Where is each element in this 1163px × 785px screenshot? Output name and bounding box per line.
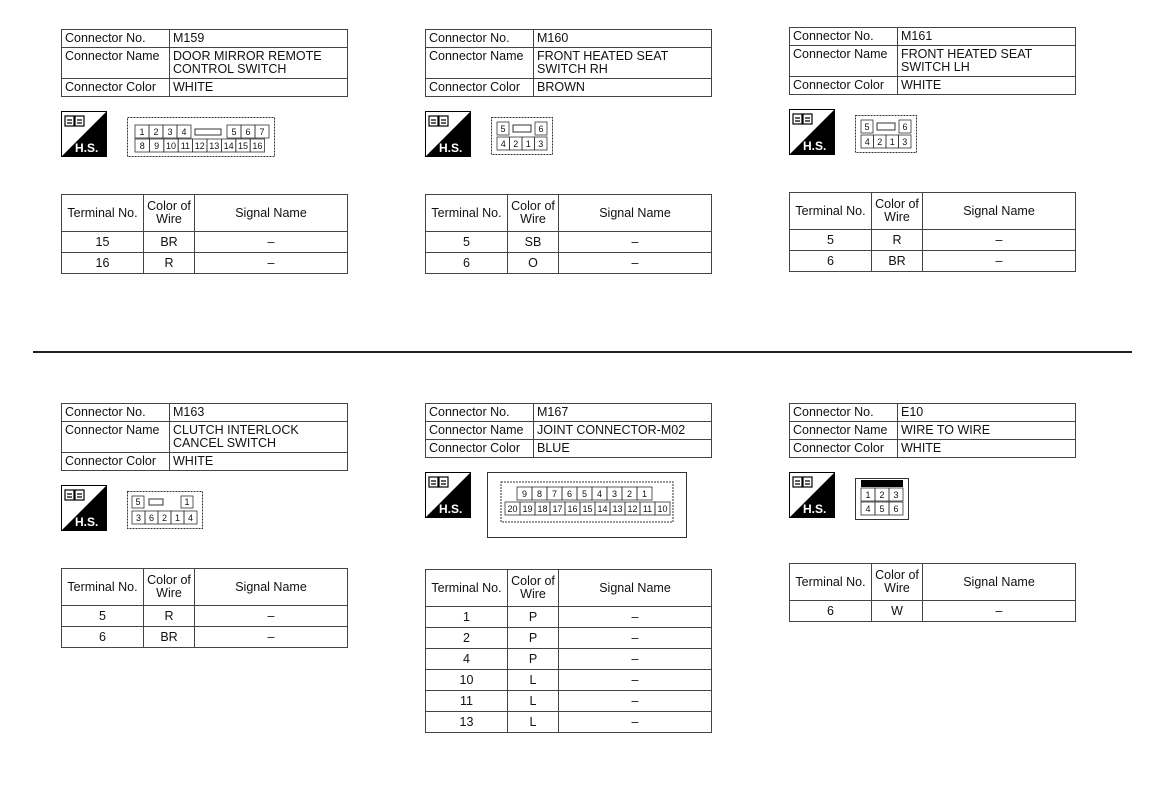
pin-label: 1	[889, 137, 895, 147]
connector-name-value	[170, 48, 348, 79]
terminal-row	[426, 232, 712, 253]
connector-face-drawing	[487, 472, 687, 538]
terminal-table-header	[790, 193, 1076, 230]
terminal-terminal-cell: 5	[426, 232, 508, 253]
connector-no-value: M163	[170, 404, 348, 422]
connector-diagram-row	[425, 111, 712, 173]
color-of-wire-line2: Wire	[156, 212, 182, 226]
connector-name-label: Connector Name	[790, 46, 898, 77]
connector-color-value: WHITE	[898, 77, 1076, 95]
connector-name-label: Connector Name	[62, 422, 170, 453]
pin-label: 7	[551, 489, 558, 499]
connector-name-line1: DOOR MIRROR REMOTE	[173, 49, 322, 63]
terminal-wire-cell: L	[508, 670, 559, 691]
pin-label: 6	[902, 122, 908, 132]
pin-label: 12	[194, 141, 205, 151]
connector-color-row	[426, 440, 712, 458]
color-of-wire-line1: Color of	[147, 199, 191, 213]
pin-label: 1	[641, 489, 648, 499]
terminal-signal-cell: –	[195, 606, 348, 627]
hs-label: H.S.	[803, 139, 827, 153]
terminal-signal-cell: –	[923, 230, 1076, 251]
connector-no-row	[426, 30, 712, 48]
connector-no-row	[62, 404, 348, 422]
terminal-row	[62, 627, 348, 648]
connector-color-label: Connector Color	[62, 79, 170, 97]
connector-face	[491, 117, 553, 160]
hs-label: H.S.	[439, 141, 463, 155]
terminal-table	[61, 568, 348, 648]
terminal-terminal-cell: 16	[62, 253, 144, 274]
pin-label: 6	[148, 513, 155, 523]
pin-label: 7	[259, 127, 265, 137]
connector-color-value: WHITE	[898, 440, 1076, 458]
terminal-wire-cell: R	[144, 606, 195, 627]
harness-side-icon	[789, 109, 835, 155]
connector-color-row	[62, 453, 348, 471]
connector-color-label: Connector Color	[790, 77, 898, 95]
connector-face-drawing	[855, 478, 909, 520]
connector-color-label: Connector Color	[62, 453, 170, 471]
pin-label: 10	[165, 141, 177, 151]
pin-label: 14	[223, 141, 234, 151]
pin-label: 5	[879, 504, 885, 514]
color-of-wire-header	[144, 569, 195, 606]
pin-label: 19	[522, 504, 533, 514]
terminal-row	[426, 670, 712, 691]
terminal-row	[62, 232, 348, 253]
terminal-table-header	[790, 564, 1076, 601]
pin-label: 8	[536, 489, 543, 499]
pin-label: 11	[642, 504, 653, 514]
connector-no-label: Connector No.	[426, 30, 534, 48]
terminal-row	[426, 607, 712, 628]
connector-block-m160	[425, 29, 712, 274]
pin-label: 10	[657, 504, 668, 514]
terminal-no-header: Terminal No.	[62, 569, 144, 606]
terminal-table	[425, 569, 712, 733]
connector-name-value	[534, 422, 712, 440]
harness-side-icon	[425, 111, 471, 157]
pin-label: 9	[154, 141, 160, 151]
connector-face	[855, 115, 917, 158]
connector-name-line1: CLUTCH INTERLOCK	[173, 423, 299, 437]
pin-label: 3	[538, 139, 544, 149]
signal-name-header: Signal Name	[923, 564, 1076, 601]
terminal-row	[790, 601, 1076, 622]
pin-label: 1	[174, 513, 181, 523]
connector-face	[855, 478, 909, 525]
pin-label: 3	[167, 127, 173, 137]
pin-label: 15	[237, 141, 249, 151]
pin-label: 3	[135, 513, 142, 523]
terminal-wire-cell: BR	[144, 232, 195, 253]
terminal-terminal-cell: 11	[426, 691, 508, 712]
pin-label: 6	[893, 504, 899, 514]
connector-name-value	[898, 422, 1076, 440]
connector-face	[487, 472, 687, 543]
connector-name-value	[534, 48, 712, 79]
terminal-signal-cell: –	[923, 601, 1076, 622]
terminal-signal-cell: –	[559, 649, 712, 670]
connector-block-m163	[61, 403, 348, 648]
terminal-terminal-cell: 1	[426, 607, 508, 628]
pin-label: 4	[864, 137, 870, 147]
connector-color-row	[62, 79, 348, 97]
color-of-wire-header	[508, 570, 559, 607]
harness-side-icon	[61, 111, 107, 157]
connector-color-row	[790, 440, 1076, 458]
terminal-wire-cell: O	[508, 253, 559, 274]
harness-side-icon	[425, 472, 471, 518]
hs-label: H.S.	[75, 515, 99, 529]
connector-name-line2: CONTROL SWITCH	[173, 62, 287, 76]
signal-name-header: Signal Name	[559, 570, 712, 607]
connector-name-row	[790, 46, 1076, 77]
connector-info-table	[789, 27, 1076, 95]
connector-face-drawing	[127, 491, 203, 529]
connector-name-label: Connector Name	[426, 48, 534, 79]
connector-diagram-row	[425, 472, 712, 548]
terminal-wire-cell: BR	[872, 251, 923, 272]
color-of-wire-line1: Color of	[511, 199, 555, 213]
terminal-row	[426, 649, 712, 670]
terminal-row	[426, 628, 712, 649]
color-of-wire-line2: Wire	[884, 581, 910, 595]
terminal-terminal-cell: 6	[790, 251, 872, 272]
signal-name-header: Signal Name	[195, 569, 348, 606]
connector-name-row	[62, 422, 348, 453]
terminal-terminal-cell: 5	[62, 606, 144, 627]
connector-name-line2: CANCEL SWITCH	[173, 436, 277, 450]
pin-label: 1	[865, 490, 871, 500]
connector-diagram-row	[61, 111, 348, 173]
connector-face	[127, 491, 203, 534]
terminal-no-header: Terminal No.	[426, 195, 508, 232]
terminal-signal-cell: –	[195, 232, 348, 253]
pin-label: 13	[209, 141, 220, 151]
connector-diagram-row	[789, 109, 1076, 171]
terminal-signal-cell: –	[559, 253, 712, 274]
connector-no-label: Connector No.	[790, 28, 898, 46]
connector-no-row	[790, 404, 1076, 422]
connector-name-line1: JOINT CONNECTOR-M02	[537, 423, 686, 437]
connector-name-line1: FRONT HEATED SEAT	[901, 47, 1033, 61]
connector-name-value	[898, 46, 1076, 77]
connector-info-table	[61, 29, 348, 97]
terminal-table	[789, 563, 1076, 622]
terminal-no-header: Terminal No.	[62, 195, 144, 232]
terminal-wire-cell: R	[144, 253, 195, 274]
connector-color-row	[426, 79, 712, 97]
terminal-table	[61, 194, 348, 274]
connector-face-drawing	[855, 115, 917, 153]
terminal-signal-cell: –	[559, 670, 712, 691]
terminal-row	[426, 253, 712, 274]
pin-label: 3	[902, 137, 908, 147]
pin-label: 20	[507, 504, 518, 514]
connector-color-label: Connector Color	[426, 440, 534, 458]
connector-info-table	[425, 29, 712, 97]
terminal-terminal-cell: 5	[790, 230, 872, 251]
color-of-wire-line2: Wire	[156, 586, 182, 600]
connector-name-row	[426, 422, 712, 440]
connector-color-value: WHITE	[170, 453, 348, 471]
terminal-wire-cell: P	[508, 649, 559, 670]
pin-label: 13	[612, 504, 623, 514]
connector-face-drawing	[127, 117, 275, 157]
harness-side-icon	[61, 485, 107, 531]
connector-no-value: M161	[898, 28, 1076, 46]
terminal-signal-cell: –	[559, 232, 712, 253]
terminal-wire-cell: L	[508, 691, 559, 712]
connector-no-label: Connector No.	[790, 404, 898, 422]
pin-label: 16	[252, 141, 263, 151]
connector-color-label: Connector Color	[426, 79, 534, 97]
connector-no-row	[790, 28, 1076, 46]
connector-no-label: Connector No.	[426, 404, 534, 422]
terminal-signal-cell: –	[923, 251, 1076, 272]
connector-no-label: Connector No.	[62, 30, 170, 48]
color-of-wire-line1: Color of	[511, 574, 555, 588]
pin-label: 4	[181, 127, 187, 137]
terminal-wire-cell: L	[508, 712, 559, 733]
terminal-wire-cell: BR	[144, 627, 195, 648]
pin-label: 2	[626, 489, 633, 499]
connector-info-table	[789, 403, 1076, 458]
terminal-table-header	[426, 195, 712, 232]
connector-no-value: M167	[534, 404, 712, 422]
terminal-signal-cell: –	[559, 628, 712, 649]
terminal-table-header	[426, 570, 712, 607]
terminal-wire-cell: W	[872, 601, 923, 622]
terminal-terminal-cell: 6	[426, 253, 508, 274]
terminal-terminal-cell: 6	[790, 601, 872, 622]
connector-info-table	[61, 403, 348, 471]
connector-block-m159	[61, 29, 348, 274]
pin-label: 18	[537, 504, 548, 514]
pin-label: 2	[877, 137, 883, 147]
connector-no-row	[426, 404, 712, 422]
terminal-terminal-cell: 6	[62, 627, 144, 648]
pin-label: 4	[596, 489, 603, 499]
connector-face-drawing	[491, 117, 553, 155]
connector-name-row	[426, 48, 712, 79]
connector-face	[127, 117, 275, 162]
terminal-table	[789, 192, 1076, 272]
terminal-table-header	[62, 569, 348, 606]
harness-side-icon	[789, 472, 835, 518]
connector-color-label: Connector Color	[790, 440, 898, 458]
terminal-row	[790, 230, 1076, 251]
pin-label: 6	[245, 127, 251, 137]
terminal-wire-cell: SB	[508, 232, 559, 253]
pin-label: 12	[627, 504, 638, 514]
connector-color-value: WHITE	[170, 79, 348, 97]
pin-label: 6	[566, 489, 573, 499]
pin-label: 4	[865, 504, 871, 514]
terminal-terminal-cell: 15	[62, 232, 144, 253]
pin-label: 5	[581, 489, 588, 499]
pin-label: 16	[567, 504, 578, 514]
terminal-signal-cell: –	[559, 691, 712, 712]
terminal-row	[426, 712, 712, 733]
hs-label: H.S.	[803, 502, 827, 516]
pin-label: 14	[597, 504, 608, 514]
terminal-signal-cell: –	[559, 712, 712, 733]
terminal-row	[426, 691, 712, 712]
connector-block-m167	[425, 403, 712, 733]
connector-diagram-row	[789, 472, 1076, 542]
pin-label: 2	[879, 490, 885, 500]
color-of-wire-header	[144, 195, 195, 232]
color-of-wire-line2: Wire	[520, 587, 546, 601]
pin-label: 5	[864, 122, 870, 132]
connector-name-line1: FRONT HEATED SEAT	[537, 49, 669, 63]
connector-no-value: M159	[170, 30, 348, 48]
connector-color-value: BROWN	[534, 79, 712, 97]
terminal-signal-cell: –	[195, 253, 348, 274]
color-of-wire-line2: Wire	[884, 210, 910, 224]
connector-name-line2: SWITCH RH	[537, 62, 608, 76]
connector-info-table	[425, 403, 712, 458]
connector-name-line1: WIRE TO WIRE	[901, 423, 991, 437]
pin-label: 3	[893, 490, 899, 500]
pin-label: 1	[139, 127, 145, 137]
hs-label: H.S.	[75, 141, 99, 155]
connector-name-label: Connector Name	[426, 422, 534, 440]
connector-name-line2: SWITCH LH	[901, 60, 970, 74]
pin-label: 2	[161, 513, 168, 523]
connector-name-label: Connector Name	[790, 422, 898, 440]
connector-color-row	[790, 77, 1076, 95]
color-of-wire-line1: Color of	[875, 568, 919, 582]
terminal-wire-cell: P	[508, 628, 559, 649]
connector-no-value: M160	[534, 30, 712, 48]
terminal-no-header: Terminal No.	[790, 193, 872, 230]
connector-no-label: Connector No.	[62, 404, 170, 422]
connector-name-label: Connector Name	[62, 48, 170, 79]
terminal-terminal-cell: 13	[426, 712, 508, 733]
terminal-row	[62, 253, 348, 274]
pin-label: 2	[513, 139, 519, 149]
pin-label: 15	[582, 504, 593, 514]
pin-label: 17	[552, 504, 563, 514]
terminal-table	[425, 194, 712, 274]
pin-label: 6	[538, 124, 544, 134]
pin-label: 5	[231, 127, 237, 137]
terminal-terminal-cell: 2	[426, 628, 508, 649]
pin-label: 1	[184, 497, 190, 507]
connector-name-row	[62, 48, 348, 79]
pin-label: 5	[500, 124, 506, 134]
pin-label: 3	[611, 489, 618, 499]
connector-color-value: BLUE	[534, 440, 712, 458]
terminal-terminal-cell: 10	[426, 670, 508, 691]
connector-diagram-row	[61, 485, 348, 547]
terminal-table-header	[62, 195, 348, 232]
pin-label: 5	[135, 497, 141, 507]
pin-label: 11	[180, 141, 191, 151]
color-of-wire-line1: Color of	[875, 197, 919, 211]
pin-label: 8	[139, 141, 145, 151]
color-of-wire-header	[872, 564, 923, 601]
pin-label: 1	[525, 139, 531, 149]
terminal-row	[790, 251, 1076, 272]
section-divider	[33, 351, 1132, 353]
hs-label: H.S.	[439, 502, 463, 516]
signal-name-header: Signal Name	[559, 195, 712, 232]
color-of-wire-header	[508, 195, 559, 232]
terminal-terminal-cell: 4	[426, 649, 508, 670]
connector-name-row	[790, 422, 1076, 440]
terminal-wire-cell: P	[508, 607, 559, 628]
terminal-row	[62, 606, 348, 627]
connector-no-row	[62, 30, 348, 48]
pin-label: 4	[187, 513, 194, 523]
pin-label: 2	[153, 127, 159, 137]
terminal-signal-cell: –	[195, 627, 348, 648]
connector-block-m161	[789, 27, 1076, 272]
terminal-no-header: Terminal No.	[426, 570, 508, 607]
terminal-no-header: Terminal No.	[790, 564, 872, 601]
terminal-wire-cell: R	[872, 230, 923, 251]
connector-block-e10	[789, 403, 1076, 622]
color-of-wire-line1: Color of	[147, 573, 191, 587]
color-of-wire-header	[872, 193, 923, 230]
signal-name-header: Signal Name	[923, 193, 1076, 230]
signal-name-header: Signal Name	[195, 195, 348, 232]
pin-label: 4	[500, 139, 506, 149]
pin-label: 9	[521, 489, 528, 499]
color-of-wire-line2: Wire	[520, 212, 546, 226]
connector-no-value: E10	[898, 404, 1076, 422]
connector-name-value	[170, 422, 348, 453]
terminal-signal-cell: –	[559, 607, 712, 628]
